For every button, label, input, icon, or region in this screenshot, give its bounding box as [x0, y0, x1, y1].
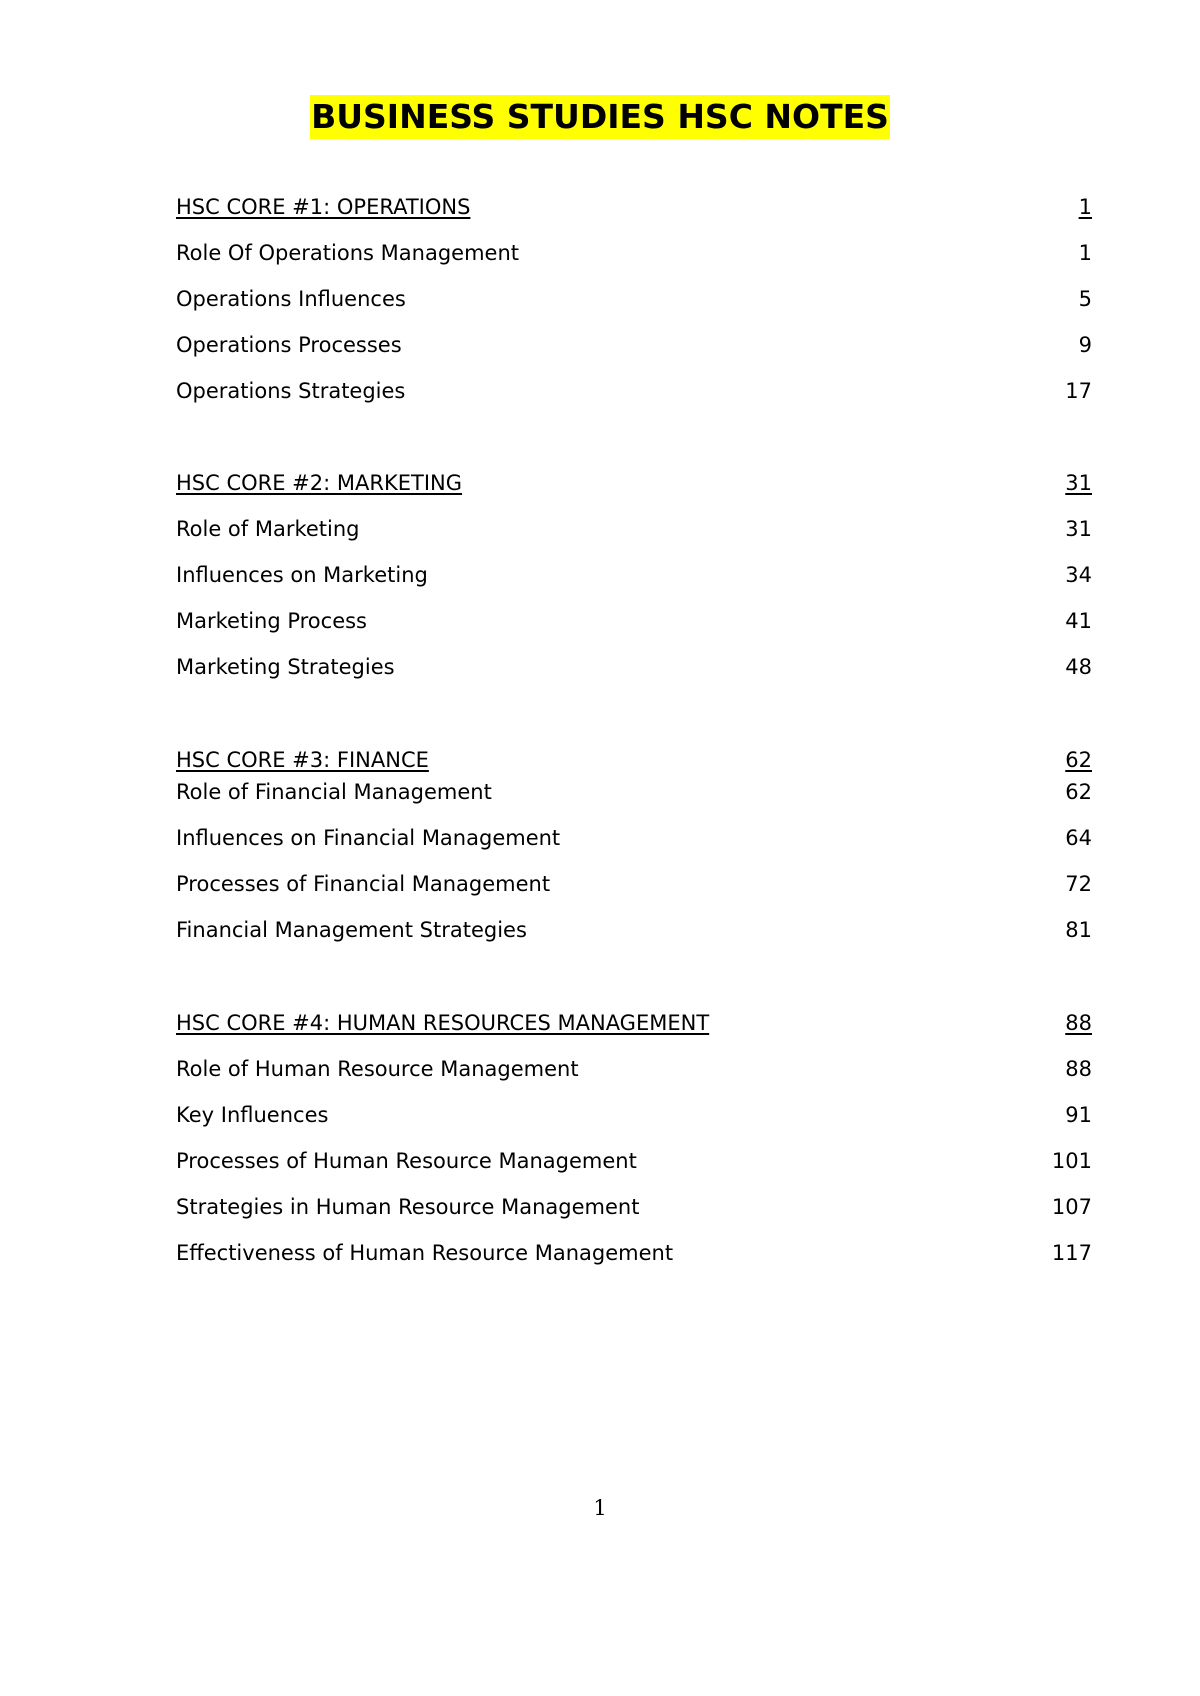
toc-page-number: 5: [1078, 287, 1092, 311]
toc-entry[interactable]: [176, 1192, 1092, 1222]
toc-page-number: 41: [1065, 609, 1092, 633]
footer-page-number: 1: [593, 1496, 607, 1520]
toc-entry[interactable]: [176, 1238, 1092, 1268]
toc-entry-label: Processes of Financial Management: [176, 872, 551, 896]
toc-heading-operations[interactable]: [176, 192, 1092, 222]
toc-entry[interactable]: [176, 652, 1092, 682]
toc-entry[interactable]: [176, 823, 1092, 853]
toc-entry-label: Effectiveness of Human Resource Management: [176, 1241, 674, 1265]
toc-page-number: 31: [1065, 471, 1092, 495]
toc-page-number: 1: [1078, 195, 1092, 219]
toc-entry-label: Key Influences: [176, 1103, 329, 1127]
toc-entry[interactable]: [176, 238, 1092, 268]
toc-page-number: 117: [1051, 1241, 1092, 1265]
toc-page-number: 34: [1065, 563, 1092, 587]
toc-entry-label: Role of Financial Management: [176, 780, 492, 804]
toc-heading-label: HSC CORE #1: OPERATIONS: [176, 195, 471, 219]
toc-entry-label: Influences on Marketing: [176, 563, 428, 587]
toc-page-number: 81: [1065, 918, 1092, 942]
toc-entry-label: Financial Management Strategies: [176, 918, 527, 942]
toc-entry[interactable]: [176, 1054, 1092, 1084]
toc-entry[interactable]: [176, 514, 1092, 544]
toc-page-number: 17: [1065, 379, 1092, 403]
toc-page-number: 107: [1051, 1195, 1092, 1219]
toc-page-number: 88: [1065, 1057, 1092, 1081]
toc-entry-label: Influences on Financial Management: [176, 826, 561, 850]
toc-heading-finance[interactable]: [176, 745, 1092, 775]
toc-entry[interactable]: [176, 376, 1092, 406]
toc-page-number: 88: [1065, 1011, 1092, 1035]
toc-entry-label: Role of Human Resource Management: [176, 1057, 579, 1081]
toc-page-number: 48: [1065, 655, 1092, 679]
toc-heading-marketing[interactable]: [176, 468, 1092, 498]
toc-page-number: 101: [1051, 1149, 1092, 1173]
toc-entry-label: Marketing Process: [176, 609, 367, 633]
toc-page-number: 64: [1065, 826, 1092, 850]
toc-entry[interactable]: [176, 330, 1092, 360]
title-wrapper: [0, 95, 1200, 139]
document-title: BUSINESS STUDIES HSC NOTES: [310, 95, 890, 139]
toc-entry[interactable]: [176, 284, 1092, 314]
toc-page-number: 1: [1078, 241, 1092, 265]
toc-entry[interactable]: [176, 869, 1092, 899]
toc-heading-label: HSC CORE #2: MARKETING: [176, 471, 463, 495]
toc-page-number: 62: [1065, 780, 1092, 804]
toc-heading-human-resources[interactable]: [176, 1008, 1092, 1038]
toc-entry-label: Operations Processes: [176, 333, 402, 357]
toc-entry[interactable]: [176, 606, 1092, 636]
toc-page-number: 9: [1078, 333, 1092, 357]
toc-entry[interactable]: [176, 1100, 1092, 1130]
toc-page-number: 62: [1065, 748, 1092, 772]
toc-entry[interactable]: [176, 777, 1092, 807]
toc-page-number: 91: [1065, 1103, 1092, 1127]
toc-entry[interactable]: [176, 915, 1092, 945]
toc-entry-label: Marketing Strategies: [176, 655, 395, 679]
toc-entry[interactable]: [176, 560, 1092, 590]
toc-entry-label: Processes of Human Resource Management: [176, 1149, 637, 1173]
toc-page-number: 72: [1065, 872, 1092, 896]
toc-entry-label: Role Of Operations Management: [176, 241, 519, 265]
toc-entry-label: Role of Marketing: [176, 517, 360, 541]
toc-heading-label: HSC CORE #3: FINANCE: [176, 748, 429, 772]
toc-page-number: 31: [1065, 517, 1092, 541]
toc-heading-label: HSC CORE #4: HUMAN RESOURCES MANAGEMENT: [176, 1011, 710, 1035]
toc-entry-label: Strategies in Human Resource Management: [176, 1195, 640, 1219]
toc-entry-label: Operations Influences: [176, 287, 406, 311]
toc-entry-label: Operations Strategies: [176, 379, 406, 403]
toc-entry[interactable]: [176, 1146, 1092, 1176]
